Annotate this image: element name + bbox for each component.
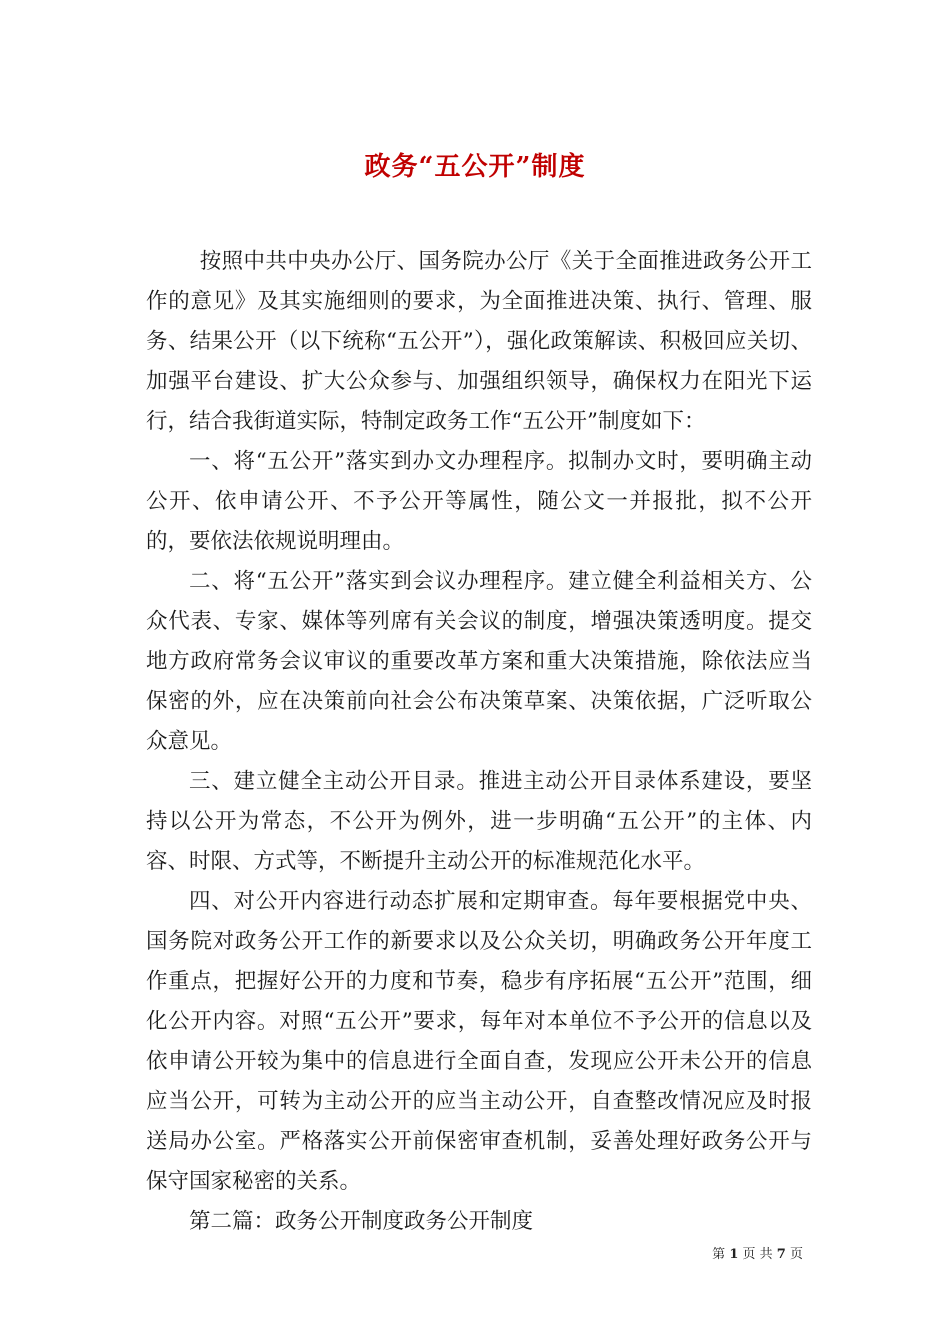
section-heading-part-two: 第二篇：政务公开制度政务公开制度 [189, 1209, 534, 1234]
page-title: 政务“五公开”制度 [364, 152, 586, 183]
paragraph-intro: 按照中共中央办公厅、国务院办公厅《关于全面推进政务公开工作的意见》及其实施细则的要求，为全面推进决策、执行、管理、服务、结果公开（以下统称“五公开”），强化政策解读、积极回应关切、加强平台建设、扩大公众参与、加强组织领导，确保权力在阳光下运行，结合我街道实际，特制定政务工作“五公开”制度如下： [146, 249, 812, 434]
paragraph-item-3: 三、建立健全主动公开目录。推进主动公开目录体系建设，要坚持以公开为常态，不公开为例外，进一步明确“五公开”的主体、内容、时限、方式等，不断提升主动公开的标准规范化水平。 [146, 769, 812, 874]
paragraph-item-4: 四、对公开内容进行动态扩展和定期审查。每年要根据党中央、国务院对政务公开工作的新要求以及公众关切，明确政务公开年度工作重点，把握好公开的力度和节奏，稳步有序拓展“五公开”范围，细化公开内容。对照“五公开”要求，每年对本单位不予公开的信息以及依申请公开较为集中的信息进行全面自查，发现应公开未公开的信息应当公开，可转为主动公开的应当主动公开，自查整改情况应及时报送局办公室。严格落实公开前保密审查机制，妥善处理好政务公开与保守国家秘密的关系。 [146, 889, 812, 1194]
paragraph-item-2: 二、将“五公开”落实到会议办理程序。建立健全利益相关方、公众代表、专家、媒体等列席有关会议的制度，增强决策透明度。提交地方政府常务会议审议的重要改革方案和重大决策措施，除依法应当保密的外，应在决策前向社会公布决策草案、决策依据，广泛听取公众意见。 [146, 569, 812, 754]
page-number-footer [712, 1246, 803, 1264]
document-body [146, 242, 812, 1242]
paragraph-item-1: 一、将“五公开”落实到办文办理程序。拟制办文时，要明确主动公开、依申请公开、不予公开等属性，随公文一并报批，拟不公开的，要依法依规说明理由。 [146, 449, 812, 554]
footer-middle: 页 共 [742, 1247, 773, 1262]
current-page-number: 1 [729, 1247, 739, 1262]
total-pages-number: 7 [776, 1247, 786, 1262]
footer-suffix: 页 [789, 1247, 803, 1262]
footer-prefix: 第 [712, 1247, 726, 1262]
